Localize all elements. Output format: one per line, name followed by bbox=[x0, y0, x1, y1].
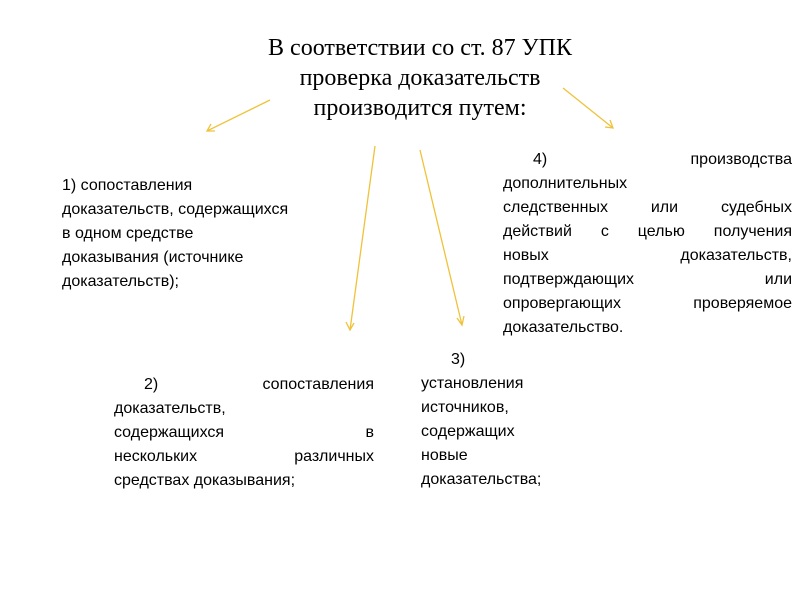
item-1-line: доказательств); bbox=[62, 273, 179, 290]
item-2-line: нескольких различных bbox=[114, 448, 374, 465]
item-1-line: доказательств, содержащихся bbox=[62, 201, 289, 218]
arrow-to-item-4 bbox=[563, 88, 613, 128]
item-1-line: 1) сопоставления bbox=[62, 177, 193, 194]
title-line-1: В соответствии со ст. 87 УПК bbox=[268, 35, 572, 61]
item-1-line: в одном средстве bbox=[62, 225, 194, 242]
item-3-line: содержащих bbox=[421, 423, 515, 440]
item-2-line: средствах доказывания; bbox=[114, 472, 296, 489]
item-4-line: подтверждающих или bbox=[503, 271, 792, 288]
arrow-to-item-1 bbox=[207, 100, 270, 131]
item-2-text bbox=[114, 373, 374, 493]
item-3-line: установления bbox=[421, 375, 524, 392]
title-line-3: производится путем: bbox=[313, 95, 527, 121]
item-4-line: действий с целью получения bbox=[503, 223, 792, 240]
item-4-text bbox=[503, 148, 792, 340]
item-4-line: опровергающих проверяемое bbox=[503, 295, 792, 312]
item-4-line: следственных или судебных bbox=[503, 199, 792, 216]
item-2-line: 2) сопоставления bbox=[144, 376, 374, 393]
item-3-line: 3) bbox=[451, 351, 466, 368]
item-3-text bbox=[421, 348, 571, 492]
item-1-line: доказывания (источнике bbox=[62, 249, 244, 266]
arrow-to-item-3 bbox=[420, 150, 464, 325]
arrow-to-item-2 bbox=[346, 146, 375, 330]
item-3-line: источников, bbox=[421, 399, 509, 416]
item-2-line: содержащихся в bbox=[114, 424, 374, 441]
item-4-line: 4) производства bbox=[533, 151, 792, 168]
title-line-2: проверка доказательств bbox=[299, 65, 541, 91]
item-4-line: доказательство. bbox=[503, 319, 624, 336]
item-4-line: дополнительных bbox=[503, 175, 628, 192]
item-3-line: новые bbox=[421, 447, 468, 464]
item-4-line: новых доказательств, bbox=[503, 247, 792, 264]
item-2-line: доказательств, bbox=[114, 400, 226, 417]
item-3-line: доказательства; bbox=[421, 471, 542, 488]
item-1-text bbox=[62, 174, 347, 294]
